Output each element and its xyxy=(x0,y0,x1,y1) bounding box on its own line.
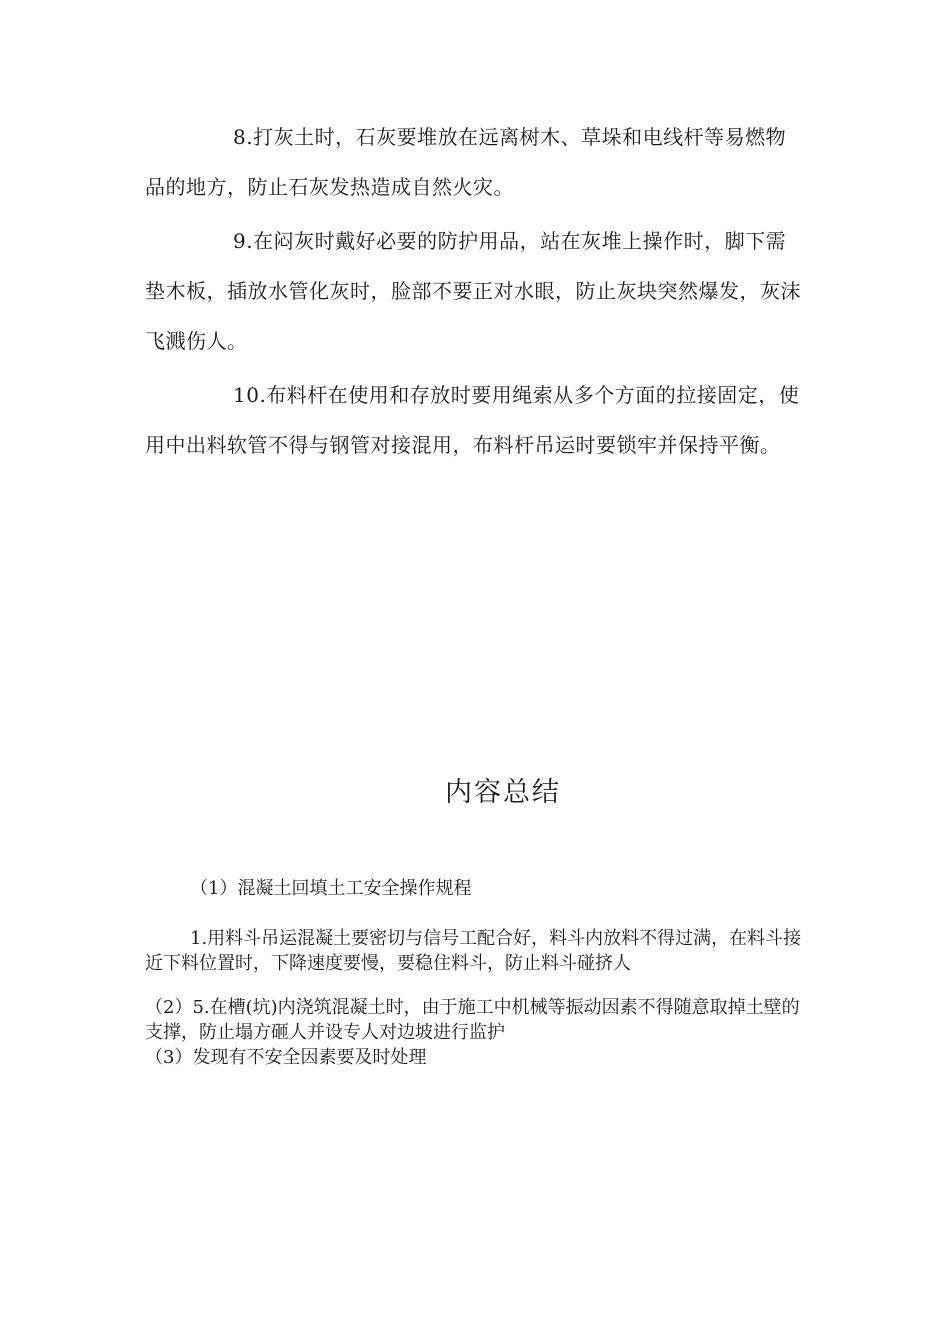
body-paragraph-9 xyxy=(145,216,805,366)
summary-item-1 xyxy=(145,876,855,901)
body-paragraph-8 xyxy=(145,112,805,212)
summary-text: （2）5.在槽(坑)内浇筑混凝土时，由于施工中机械等振动因素不得随意取掉土壁的支撑，防止塌方砸人并设专人对边坡进行监护 xyxy=(145,997,800,1043)
paragraph-text: 8.打灰土时，石灰要堆放在远离树木、草垛和电线杆等易燃物品的地方，防止石灰发热造成自然火灾。 xyxy=(145,125,787,199)
paragraph-text: 10.布料杆在使用和存放时要用绳索从多个方面的拉接固定，使用中出料软管不得与钢管对接混用，布料杆吊运时要锁牢并保持平衡。 xyxy=(145,383,800,457)
summary-text: （1）混凝土回填土工安全操作规程 xyxy=(190,878,472,899)
body-paragraph-10 xyxy=(145,370,805,470)
paragraph-text: 9.在闷灰时戴好必要的防护用品，站在灰堆上操作时，脚下需垫木板，插放水管化灰时，脸部不要正对水眼，防止灰块突然爆发，灰沫飞溅伤人。 xyxy=(145,229,801,353)
summary-item-2 xyxy=(145,926,805,976)
summary-item-4 xyxy=(145,1045,810,1070)
summary-title: 内容总结 xyxy=(445,777,561,808)
summary-item-3 xyxy=(145,995,810,1045)
summary-text: 1.用料斗吊运混凝土要密切与信号工配合好，料斗内放料不得过满，在料斗接近下料位置时，下降速度要慢，要稳住料斗，防止料斗碰挤人 xyxy=(145,928,802,974)
summary-text: （3）发现有不安全因素要及时处理 xyxy=(145,1047,427,1068)
